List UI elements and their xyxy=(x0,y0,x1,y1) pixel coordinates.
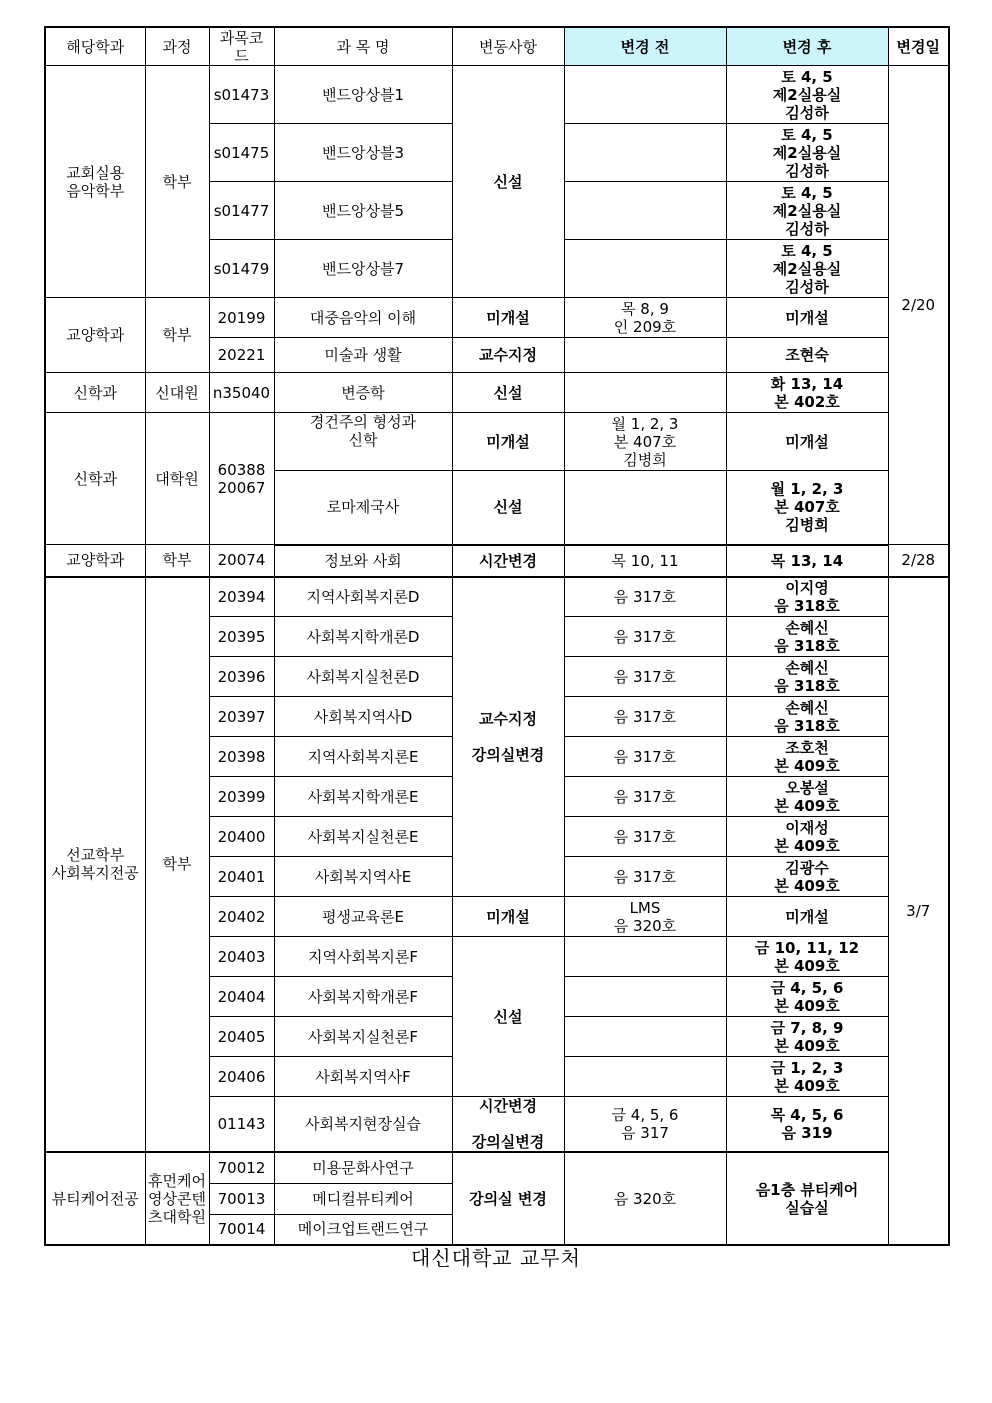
subject-cell: 사회복지실천론E xyxy=(274,817,452,857)
code-cell: 70012 xyxy=(209,1152,274,1183)
dept-cell: 선교학부 사회복지전공 xyxy=(45,577,145,1153)
before-cell xyxy=(564,124,726,182)
after-cell: 토 4, 5 제2실용실 김성하 xyxy=(726,240,888,298)
header-date: 변경일 xyxy=(888,27,949,66)
change-cell: 미개설 xyxy=(452,897,564,937)
table-row xyxy=(45,373,949,413)
course-cell: 대학원 xyxy=(145,413,209,545)
after-cell: 월 1, 2, 3 본 407호 김병희 xyxy=(726,471,888,545)
change-cell: 시간변경 강의실변경 xyxy=(452,1097,564,1153)
subject-cell: 미용문화사연구 xyxy=(274,1152,452,1183)
after-cell: 미개설 xyxy=(726,413,888,471)
code-cell: 20394 xyxy=(209,577,274,617)
code-cell: 20396 xyxy=(209,657,274,697)
subject-cell: 대중음악의 이해 xyxy=(274,298,452,338)
header-after: 변경 후 xyxy=(726,27,888,66)
table-row xyxy=(45,1152,949,1183)
subject-cell: 지역사회복지론F xyxy=(274,937,452,977)
code-cell: 20399 xyxy=(209,777,274,817)
subject-cell: 밴드앙상블1 xyxy=(274,66,452,124)
subject-cell: 밴드앙상블3 xyxy=(274,124,452,182)
before-cell: 금 4, 5, 6 음 317 xyxy=(564,1097,726,1153)
code-cell: 20074 xyxy=(209,545,274,577)
header-name: 과 목 명 xyxy=(274,27,452,66)
code-cell: s01475 xyxy=(209,124,274,182)
after-cell: 토 4, 5 제2실용실 김성하 xyxy=(726,66,888,124)
before-cell: 음 317호 xyxy=(564,857,726,897)
code-cell: 60388 20067 xyxy=(209,413,274,545)
dept-cell: 신학과 xyxy=(45,413,145,545)
course-cell: 학부 xyxy=(145,545,209,577)
code-cell: 01143 xyxy=(209,1097,274,1153)
before-cell xyxy=(564,182,726,240)
subject-cell: 사회복지역사D xyxy=(274,697,452,737)
subject-cell: 경건주의 형성과 신학 xyxy=(274,413,452,471)
after-cell: 금 7, 8, 9 본 409호 xyxy=(726,1017,888,1057)
header-code: 과목코 드 xyxy=(209,27,274,66)
change-cell: 신설 xyxy=(452,937,564,1097)
before-cell xyxy=(564,373,726,413)
dept-cell: 교양학과 xyxy=(45,298,145,373)
after-cell: 조호천 본 409호 xyxy=(726,737,888,777)
header-change: 변동사항 xyxy=(452,27,564,66)
table-row xyxy=(45,545,949,577)
header-before: 변경 전 xyxy=(564,27,726,66)
after-cell: 김광수 본 409호 xyxy=(726,857,888,897)
header-row xyxy=(45,27,949,66)
after-cell: 금 4, 5, 6 본 409호 xyxy=(726,977,888,1017)
after-cell: 이재성 본 409호 xyxy=(726,817,888,857)
after-cell: 금 10, 11, 12 본 409호 xyxy=(726,937,888,977)
before-cell: 음 317호 xyxy=(564,657,726,697)
before-cell: 음 317호 xyxy=(564,577,726,617)
after-cell: 손혜신 음 318호 xyxy=(726,657,888,697)
code-cell: 20405 xyxy=(209,1017,274,1057)
footer-office-name: 대신대학교 교무처 xyxy=(411,1246,581,1270)
after-cell: 음1층 뷰티케어 실습실 xyxy=(726,1152,888,1245)
code-cell: 70014 xyxy=(209,1214,274,1245)
code-cell: 20400 xyxy=(209,817,274,857)
after-cell: 미개설 xyxy=(726,298,888,338)
subject-cell: 지역사회복지론E xyxy=(274,737,452,777)
table-row xyxy=(45,577,949,617)
dept-cell: 교양학과 xyxy=(45,545,145,577)
code-cell: s01473 xyxy=(209,66,274,124)
code-cell: 20404 xyxy=(209,977,274,1017)
subject-cell: 지역사회복지론D xyxy=(274,577,452,617)
code-cell: 20221 xyxy=(209,338,274,373)
after-cell: 오봉설 본 409호 xyxy=(726,777,888,817)
before-cell: 음 317호 xyxy=(564,737,726,777)
before-cell xyxy=(564,937,726,977)
subject-cell: 사회복지학개론F xyxy=(274,977,452,1017)
course-cell: 학부 xyxy=(145,66,209,298)
after-cell: 미개설 xyxy=(726,897,888,937)
code-cell: n35040 xyxy=(209,373,274,413)
subject-cell: 평생교육론E xyxy=(274,897,452,937)
after-cell: 손혜신 음 318호 xyxy=(726,697,888,737)
code-cell: 20401 xyxy=(209,857,274,897)
code-cell: 20403 xyxy=(209,937,274,977)
table-row xyxy=(45,298,949,338)
code-cell: 20398 xyxy=(209,737,274,777)
subject-cell: 사회복지역사F xyxy=(274,1057,452,1097)
after-cell: 목 13, 14 xyxy=(726,545,888,577)
before-cell: 월 1, 2, 3 본 407호 김병희 xyxy=(564,413,726,471)
after-cell: 손혜신 음 318호 xyxy=(726,617,888,657)
date-cell: 2/28 xyxy=(888,545,949,577)
course-cell: 휴먼케어 영상콘텐 츠대학원 xyxy=(145,1152,209,1245)
header-dept: 해당학과 xyxy=(45,27,145,66)
subject-cell: 사회복지실천론D xyxy=(274,657,452,697)
subject-cell: 미술과 생활 xyxy=(274,338,452,373)
before-cell: 음 320호 xyxy=(564,1152,726,1245)
code-cell: 20406 xyxy=(209,1057,274,1097)
before-cell: 음 317호 xyxy=(564,617,726,657)
date-cell: 2/20 xyxy=(888,66,949,545)
before-cell xyxy=(564,471,726,545)
subject-cell: 사회복지현장실습 xyxy=(274,1097,452,1153)
change-cell: 신설 xyxy=(452,373,564,413)
subject-cell: 밴드앙상블5 xyxy=(274,182,452,240)
course-cell: 학부 xyxy=(145,577,209,1153)
code-cell: s01479 xyxy=(209,240,274,298)
subject-cell: 로마제국사 xyxy=(274,471,452,545)
header-course: 과정 xyxy=(145,27,209,66)
before-cell xyxy=(564,1057,726,1097)
change-cell: 신설 xyxy=(452,66,564,298)
change-cell: 교수지정 강의실변경 xyxy=(452,577,564,897)
before-cell xyxy=(564,977,726,1017)
before-cell xyxy=(564,66,726,124)
change-cell: 강의실 변경 xyxy=(452,1152,564,1245)
before-cell xyxy=(564,338,726,373)
change-cell: 미개설 xyxy=(452,298,564,338)
table-row xyxy=(45,413,949,471)
subject-cell: 사회복지학개론D xyxy=(274,617,452,657)
before-cell: LMS 음 320호 xyxy=(564,897,726,937)
subject-cell: 변증학 xyxy=(274,373,452,413)
before-cell: 목 10, 11 xyxy=(564,545,726,577)
before-cell: 음 317호 xyxy=(564,777,726,817)
dept-cell: 신학과 xyxy=(45,373,145,413)
change-cell: 미개설 xyxy=(452,413,564,471)
subject-cell: 정보와 사회 xyxy=(274,545,452,577)
code-cell: 20402 xyxy=(209,897,274,937)
course-cell: 학부 xyxy=(145,298,209,373)
subject-cell: 사회복지학개론E xyxy=(274,777,452,817)
code-cell: 20199 xyxy=(209,298,274,338)
after-cell: 금 1, 2, 3 본 409호 xyxy=(726,1057,888,1097)
after-cell: 조현숙 xyxy=(726,338,888,373)
after-cell: 이지영 음 318호 xyxy=(726,577,888,617)
after-cell: 토 4, 5 제2실용실 김성하 xyxy=(726,124,888,182)
change-cell: 신설 xyxy=(452,471,564,545)
dept-cell: 교회실용 음악학부 xyxy=(45,66,145,298)
code-cell: 70013 xyxy=(209,1183,274,1214)
schedule-change-table xyxy=(44,26,950,1246)
course-cell: 신대원 xyxy=(145,373,209,413)
after-cell: 화 13, 14 본 402호 xyxy=(726,373,888,413)
before-cell xyxy=(564,240,726,298)
before-cell xyxy=(564,1017,726,1057)
date-cell: 3/7 xyxy=(888,577,949,1246)
code-cell: 20397 xyxy=(209,697,274,737)
before-cell: 음 317호 xyxy=(564,817,726,857)
after-cell: 목 4, 5, 6 음 319 xyxy=(726,1097,888,1153)
subject-cell: 사회복지실천론F xyxy=(274,1017,452,1057)
code-cell: s01477 xyxy=(209,182,274,240)
dept-cell: 뷰티케어전공 xyxy=(45,1152,145,1245)
subject-cell: 메이크업트랜드연구 xyxy=(274,1214,452,1245)
before-cell: 음 317호 xyxy=(564,697,726,737)
change-cell: 교수지정 xyxy=(452,338,564,373)
subject-cell: 사회복지역사E xyxy=(274,857,452,897)
table-row xyxy=(45,66,949,124)
code-cell: 20395 xyxy=(209,617,274,657)
subject-cell: 메디컬뷰티케어 xyxy=(274,1183,452,1214)
change-cell: 시간변경 xyxy=(452,545,564,577)
subject-cell: 밴드앙상블7 xyxy=(274,240,452,298)
before-cell: 목 8, 9 인 209호 xyxy=(564,298,726,338)
after-cell: 토 4, 5 제2실용실 김성하 xyxy=(726,182,888,240)
